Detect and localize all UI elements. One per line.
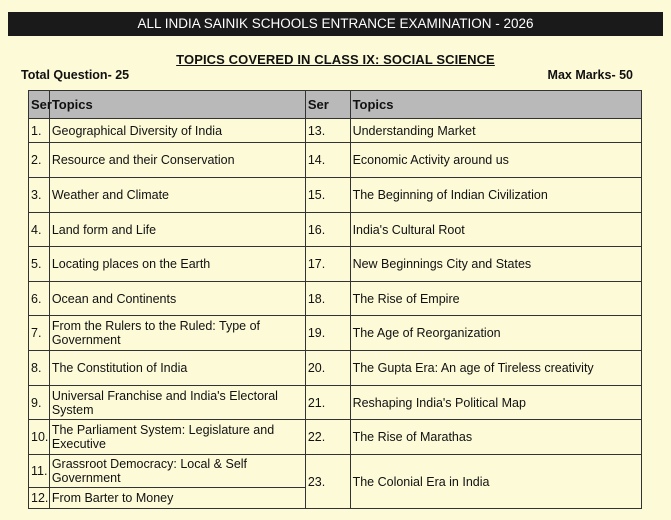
ser-cell: 4. bbox=[29, 213, 50, 247]
topic-cell: The Constitution of India bbox=[49, 351, 305, 386]
table-row bbox=[29, 386, 642, 420]
ser-cell: 10. bbox=[29, 420, 50, 455]
page-subtitle bbox=[0, 52, 671, 67]
ser-cell: 3. bbox=[29, 178, 50, 213]
ser-cell: 1. bbox=[29, 119, 50, 143]
ser-cell: 21. bbox=[305, 386, 350, 420]
topic-cell: Understanding Market bbox=[350, 119, 641, 143]
header-topics-right: Topics bbox=[350, 91, 641, 119]
table-row bbox=[29, 143, 642, 178]
total-questions: Total Question- 25 bbox=[21, 68, 130, 82]
table-row bbox=[29, 316, 642, 351]
exam-banner: ALL INDIA SAINIK SCHOOLS ENTRANCE EXAMINATION - 2026 bbox=[8, 12, 663, 36]
subtitle-text: TOPICS COVERED IN CLASS IX: SOCIAL SCIENCE bbox=[176, 52, 495, 67]
topic-cell: Resource and their Conservation bbox=[49, 143, 305, 178]
ser-cell: 6. bbox=[29, 282, 50, 316]
topic-cell: The Rise of Marathas bbox=[350, 420, 641, 455]
topic-cell: Weather and Climate bbox=[49, 178, 305, 213]
topics-table bbox=[28, 90, 642, 509]
topic-cell: Economic Activity around us bbox=[350, 143, 641, 178]
topic-cell: Reshaping India's Political Map bbox=[350, 386, 641, 420]
topic-cell: The Rise of Empire bbox=[350, 282, 641, 316]
ser-cell: 8. bbox=[29, 351, 50, 386]
table-row bbox=[29, 247, 642, 282]
ser-cell: 13. bbox=[305, 119, 350, 143]
topic-cell: The Beginning of Indian Civilization bbox=[350, 178, 641, 213]
topic-cell: Grassroot Democracy: Local & Self Government bbox=[49, 455, 305, 488]
topic-cell: Ocean and Continents bbox=[49, 282, 305, 316]
ser-cell: 7. bbox=[29, 316, 50, 351]
header-ser-left: Ser bbox=[29, 91, 50, 119]
ser-cell: 15. bbox=[305, 178, 350, 213]
topic-cell: New Beginnings City and States bbox=[350, 247, 641, 282]
topic-cell: The Gupta Era: An age of Tireless creativity bbox=[350, 351, 641, 386]
ser-cell: 20. bbox=[305, 351, 350, 386]
ser-cell: 17. bbox=[305, 247, 350, 282]
table-row bbox=[29, 282, 642, 316]
ser-cell: 11. bbox=[29, 455, 50, 488]
ser-cell: 2. bbox=[29, 143, 50, 178]
topic-cell: From the Rulers to the Ruled: Type of Government bbox=[49, 316, 305, 351]
topic-cell: The Age of Reorganization bbox=[350, 316, 641, 351]
header-topics-left: Topics bbox=[49, 91, 305, 119]
header-ser-right: Ser bbox=[305, 91, 350, 119]
table-row bbox=[29, 455, 642, 488]
topic-cell: Locating places on the Earth bbox=[49, 247, 305, 282]
table-row bbox=[29, 119, 642, 143]
ser-cell: 22. bbox=[305, 420, 350, 455]
ser-cell: 18. bbox=[305, 282, 350, 316]
max-marks: Max Marks- 50 bbox=[547, 68, 633, 82]
table-row bbox=[29, 351, 642, 386]
table-row bbox=[29, 213, 642, 247]
table-row bbox=[29, 178, 642, 213]
table-header-row bbox=[29, 91, 642, 119]
topic-cell: Geographical Diversity of India bbox=[49, 119, 305, 143]
ser-cell: 5. bbox=[29, 247, 50, 282]
topic-cell: Universal Franchise and India's Electoral System bbox=[49, 386, 305, 420]
topic-cell: The Colonial Era in India bbox=[350, 455, 641, 509]
table-row bbox=[29, 420, 642, 455]
topic-cell: From Barter to Money bbox=[49, 488, 305, 509]
ser-cell: 16. bbox=[305, 213, 350, 247]
ser-cell: 12. bbox=[29, 488, 50, 509]
ser-cell: 23. bbox=[305, 455, 350, 509]
topic-cell: The Parliament System: Legislature and Executive bbox=[49, 420, 305, 455]
topic-cell: India's Cultural Root bbox=[350, 213, 641, 247]
ser-cell: 9. bbox=[29, 386, 50, 420]
ser-cell: 19. bbox=[305, 316, 350, 351]
ser-cell: 14. bbox=[305, 143, 350, 178]
topic-cell: Land form and Life bbox=[49, 213, 305, 247]
